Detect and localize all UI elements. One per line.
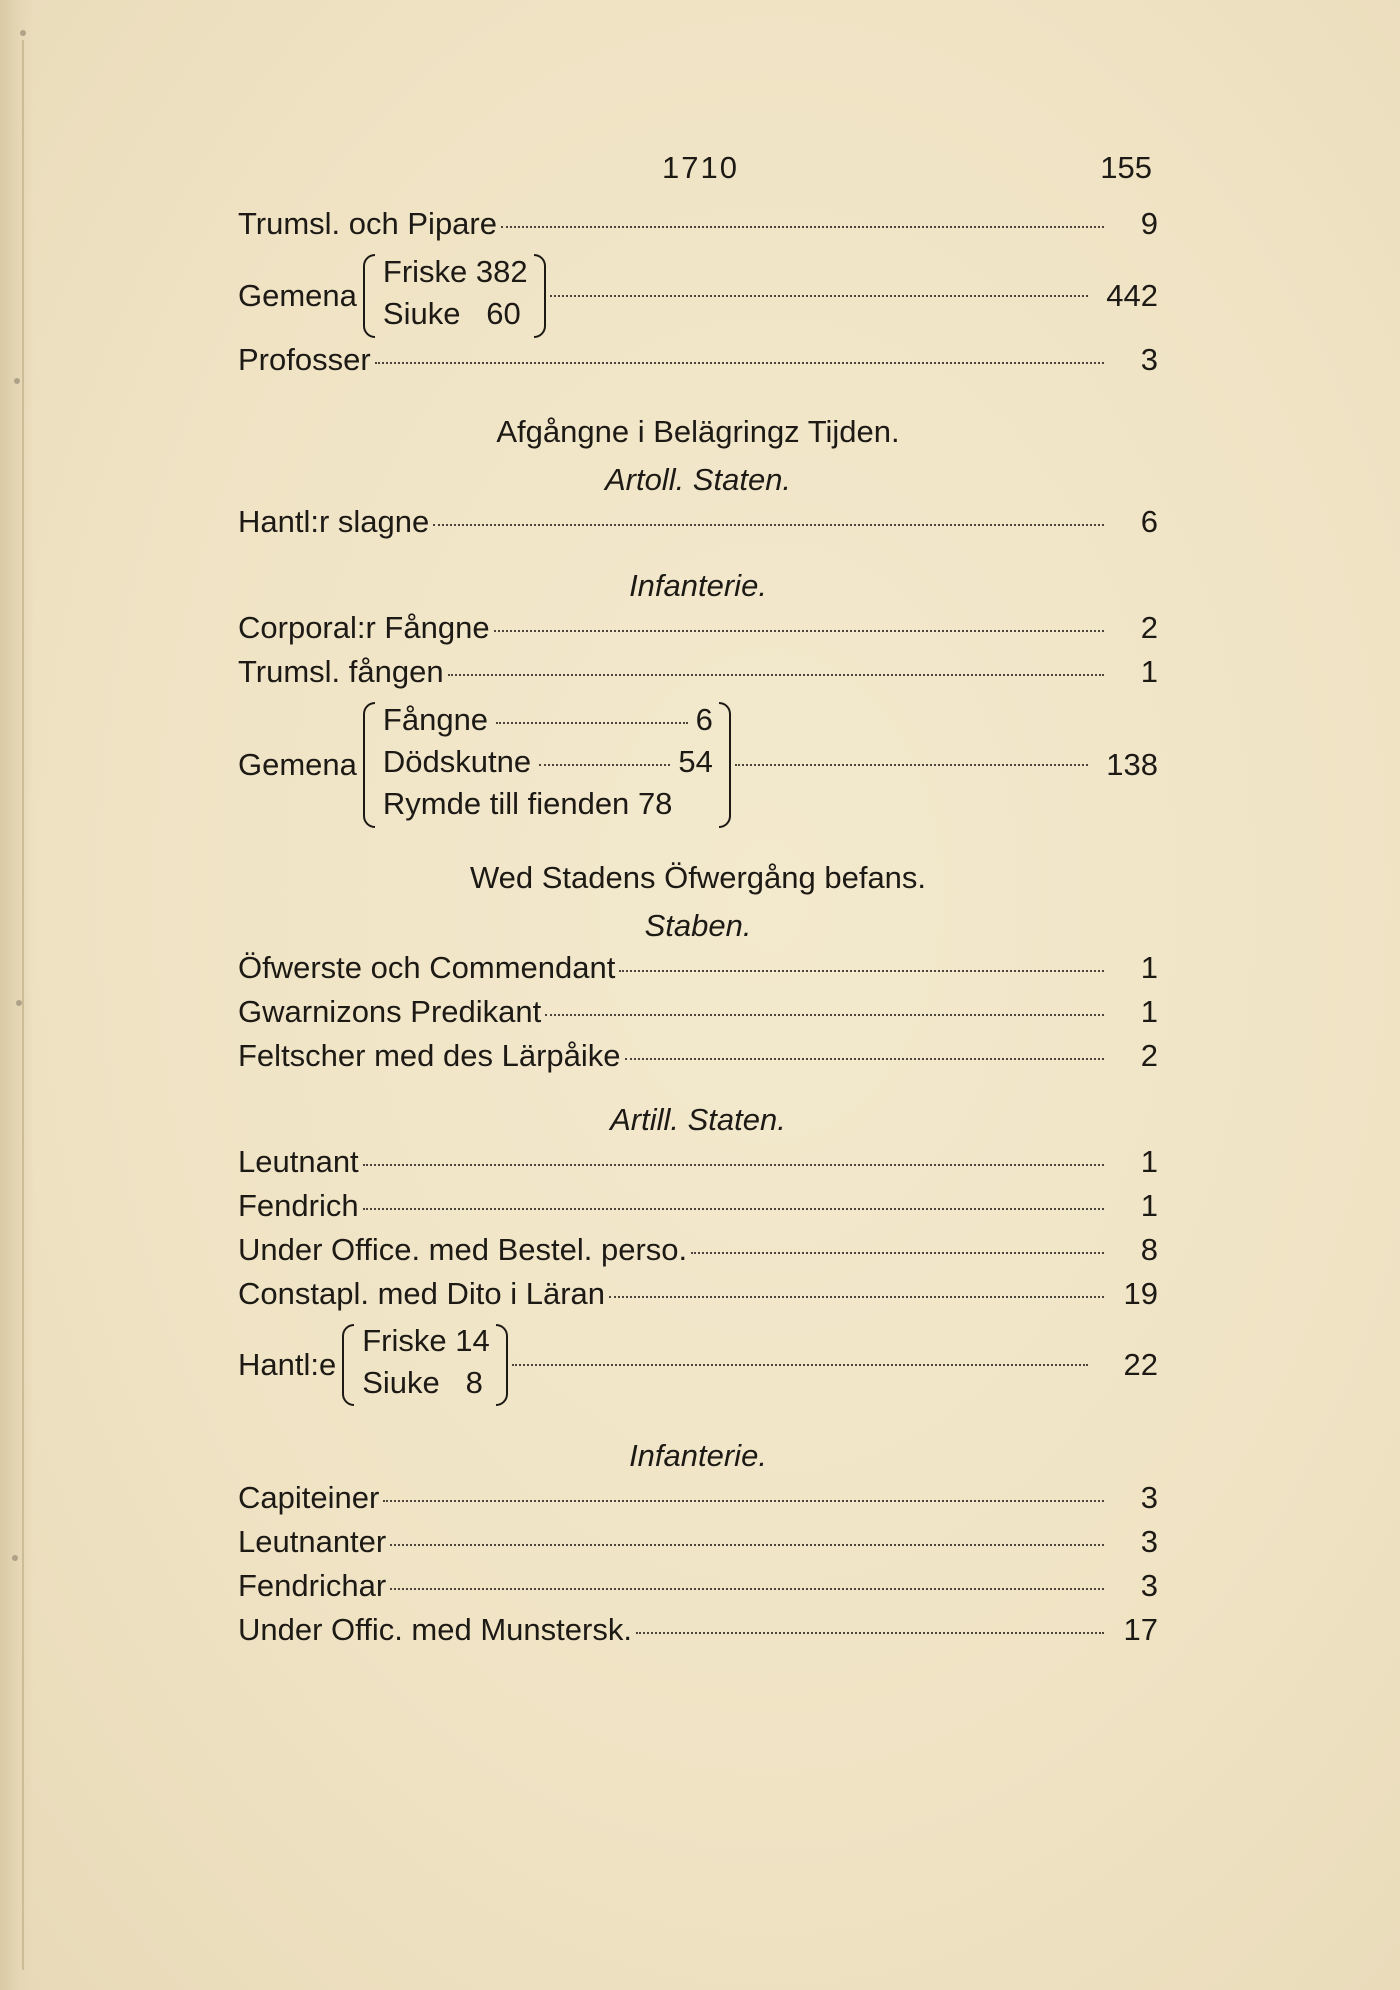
item-label: Friske (362, 1323, 447, 1358)
right-brace (719, 702, 731, 828)
group-item (362, 1323, 490, 1365)
document-body (238, 150, 1158, 1656)
item-value: 60 (486, 296, 521, 331)
table-row (238, 1480, 1158, 1524)
row-label: Fendrich (238, 1188, 359, 1223)
table-row (238, 1612, 1158, 1656)
row-value: 17 (1123, 1612, 1158, 1647)
leader-dots (448, 674, 1104, 676)
item-value: 8 (465, 1365, 483, 1400)
table-row (238, 950, 1158, 994)
group-items (362, 1323, 490, 1407)
leader-dots (619, 970, 1104, 972)
leader-dots (383, 1500, 1104, 1502)
left-brace (363, 702, 375, 828)
bracket-group (238, 698, 1158, 832)
row-value: 9 (1140, 206, 1158, 241)
row-value: 1 (1140, 1188, 1158, 1223)
paper-speck (16, 1000, 22, 1006)
group-total: 442 (1106, 278, 1158, 313)
group-item (362, 1365, 490, 1407)
table-row (238, 342, 1158, 386)
binding-gutter (0, 0, 34, 1990)
subsection-heading: Infanterie. (629, 1438, 767, 1473)
row-value: 2 (1140, 610, 1158, 645)
table-row (238, 1568, 1158, 1612)
group-label: Gemena (238, 747, 357, 782)
section-title: Wed Stadens Öfwergång befans. (469, 860, 927, 895)
paper-speck (12, 1555, 18, 1561)
row-label: Gwarnizons Predikant (238, 994, 542, 1029)
leader-dots (545, 1014, 1104, 1016)
paper-speck (14, 378, 20, 384)
item-label: Friske (382, 254, 468, 289)
row-label: Feltscher med des Lärpåike (238, 1038, 621, 1073)
row-label: Hantl:r slagne (238, 504, 430, 539)
leader-dots (636, 1632, 1104, 1634)
item-value: 54 (678, 744, 713, 779)
table-row (238, 206, 1158, 250)
subsection-heading: Staben. (644, 908, 752, 943)
row-label: Under Offic. med Munstersk. (238, 1612, 632, 1647)
row-label: Trumsl. och Pipare (238, 206, 497, 241)
left-brace (342, 1324, 354, 1406)
row-value: 8 (1140, 1232, 1158, 1267)
leader-dots (433, 524, 1104, 526)
leader-dots (363, 1208, 1104, 1210)
group-item (383, 786, 713, 828)
row-label: Öfwerste och Commendant (238, 950, 616, 985)
table-row (238, 1188, 1158, 1232)
row-value: 1 (1140, 654, 1158, 689)
table-row (238, 504, 1158, 548)
leader-dots (390, 1588, 1104, 1590)
row-value: 3 (1140, 1568, 1158, 1603)
row-value: 3 (1140, 342, 1158, 377)
bracket-group (238, 250, 1158, 342)
row-label: Capiteiner (238, 1480, 380, 1515)
item-label: Siuke (382, 296, 461, 331)
group-label: Hantl:e (238, 1347, 337, 1382)
row-label: Leutnanter (238, 1524, 387, 1559)
leader-dots (539, 764, 670, 766)
bracket-group (238, 1320, 1158, 1410)
group-item (383, 702, 713, 744)
item-label: Rymde till fienden (382, 786, 630, 821)
leader-dots (501, 226, 1104, 228)
table-row (238, 1524, 1158, 1568)
table-row (238, 1276, 1158, 1320)
row-label: Fendrichar (238, 1568, 387, 1603)
row-label: Trumsl. fången (238, 654, 444, 689)
leader-dots (390, 1544, 1104, 1546)
group-item (383, 254, 528, 296)
leader-dots (494, 630, 1104, 632)
item-label: Fångne (382, 702, 489, 737)
leader-dots (363, 1164, 1104, 1166)
header-year: 1710 (662, 150, 739, 185)
subsection-heading: Artill. Staten. (610, 1102, 786, 1137)
item-value: 14 (455, 1323, 490, 1358)
row-value: 1 (1140, 950, 1158, 985)
row-value: 1 (1140, 994, 1158, 1029)
table-row (238, 654, 1158, 698)
item-value: 78 (637, 786, 673, 821)
row-value: 6 (1140, 504, 1158, 539)
gutter-line (22, 40, 24, 1970)
leader-dots (609, 1296, 1104, 1298)
leader-dots (691, 1252, 1104, 1254)
right-brace (534, 254, 546, 338)
table-row (238, 1144, 1158, 1188)
item-value: 6 (695, 702, 713, 737)
group-items (383, 702, 713, 828)
group-item (383, 744, 713, 786)
subsection-heading: Artoll. Staten. (604, 462, 792, 497)
leader-dots (625, 1058, 1104, 1060)
group-total: 22 (1123, 1347, 1158, 1382)
subsection-heading: Infanterie. (629, 568, 767, 603)
row-label: Constapl. med Dito i Läran (238, 1276, 606, 1311)
page-number: 155 (1100, 150, 1152, 185)
row-value: 3 (1140, 1524, 1158, 1559)
row-value: 19 (1123, 1276, 1158, 1311)
item-label: Dödskutne (382, 744, 532, 779)
leader-dots (375, 362, 1104, 364)
leader-dots (735, 764, 1088, 766)
leader-dots (496, 722, 688, 724)
section-title: Afgångne i Belägringz Tijden. (496, 414, 900, 449)
right-brace (496, 1324, 508, 1406)
leader-dots (550, 295, 1088, 297)
row-label: Under Office. med Bestel. perso. (238, 1232, 688, 1267)
group-item (383, 296, 528, 338)
paper-speck (20, 30, 26, 36)
row-label: Profosser (238, 342, 371, 377)
group-items (383, 254, 528, 338)
row-value: 2 (1140, 1038, 1158, 1073)
row-value: 3 (1140, 1480, 1158, 1515)
leader-dots (512, 1364, 1088, 1366)
left-brace (363, 254, 375, 338)
row-label: Corporal:r Fångne (238, 610, 490, 645)
group-label: Gemena (238, 278, 357, 313)
page-header (238, 150, 1158, 206)
row-label: Leutnant (238, 1144, 359, 1179)
table-row (238, 1232, 1158, 1276)
table-row (238, 994, 1158, 1038)
row-value: 1 (1140, 1144, 1158, 1179)
group-total: 138 (1106, 747, 1158, 782)
item-label: Siuke (362, 1365, 440, 1400)
table-row (238, 1038, 1158, 1082)
table-row (238, 610, 1158, 654)
item-value: 382 (475, 254, 528, 289)
